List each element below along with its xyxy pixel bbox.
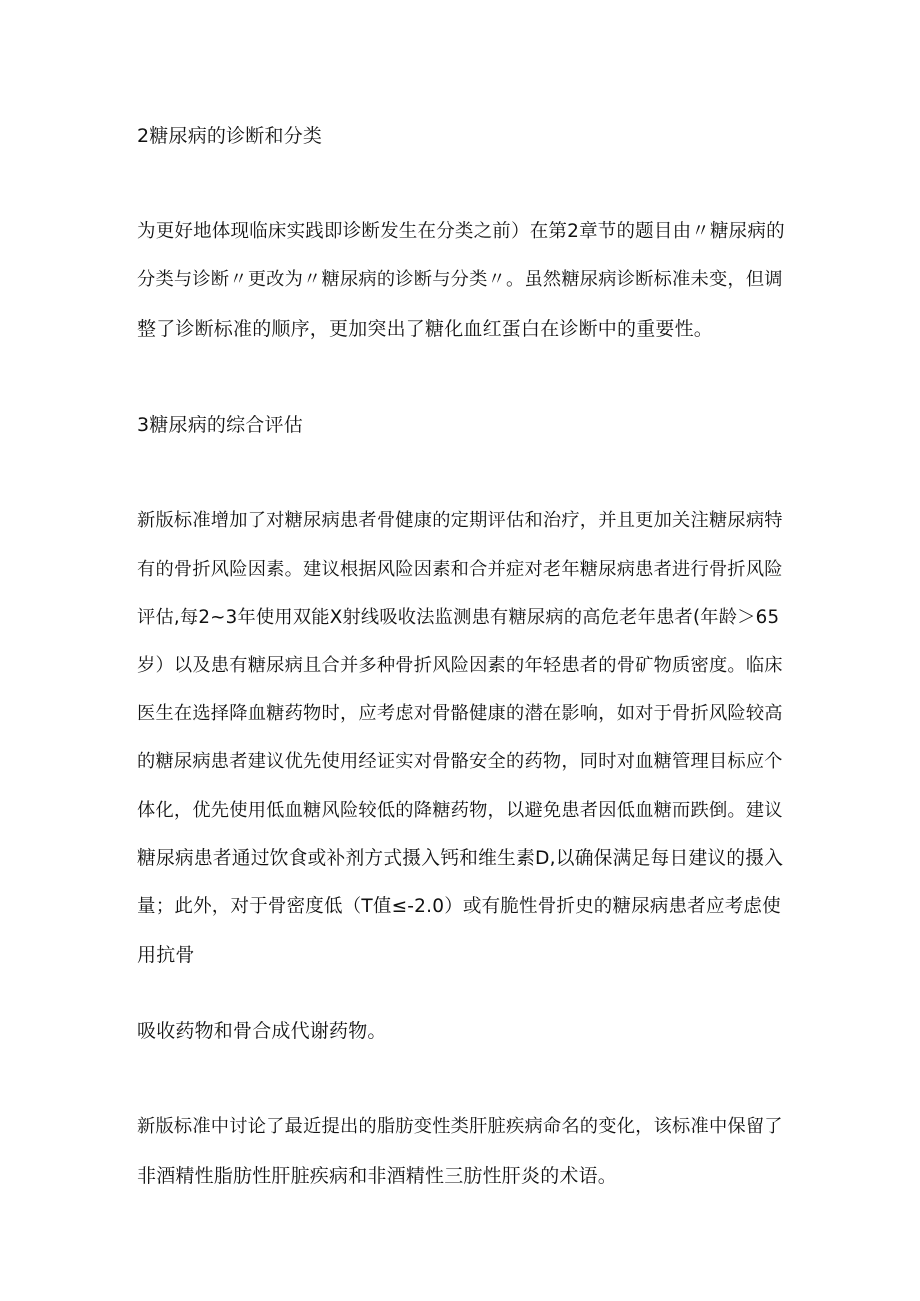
paragraph-line: 的糖尿病患者建议优先使用经证实对骨骼安全的药物，同时对血糖管理目标应个 xyxy=(137,751,783,772)
paragraph-line: 整了诊断标准的顺序，更加突出了糖化血红蛋白在诊断中的重要性。 xyxy=(137,318,714,340)
paragraph-line: 糖尿病患者通过饮食或补剂方式摄入钙和维生素D,以确保满足每日建议的摄入 xyxy=(137,848,784,869)
paragraph-line: 新版标准中讨论了最近提出的脂肪变性类肝脏疾病命名的变化，该标准中保留了 xyxy=(137,1116,783,1137)
paragraph-line: 新版标准增加了对糖尿病患者骨健康的定期评估和治疗，并且更加关注糖尿病特 xyxy=(137,510,783,531)
paragraph-line: 吸收药物和骨合成代谢药物。 xyxy=(137,1020,387,1042)
paragraph-line: 有的骨折风险因素。建议根据风险因素和合并症对老年糖尿病患者进行骨折风险 xyxy=(137,559,783,580)
paragraph-line: 为更好地体现临床实践即诊断发生在分类之前）在第2章节的题目由〃糖尿病的 xyxy=(137,221,785,242)
paragraph-line: 体化，优先使用低血糖风险较低的降糖药物，以避免患者因低血糖而跌倒。建议 xyxy=(137,800,783,821)
section-heading-diagnosis-classification: 2糖尿病的诊断和分类 xyxy=(137,125,323,147)
paragraph-line: 评估,每2~3年使用双能X射线吸收法监测患有糖尿病的高危老年患者(年龄＞65 xyxy=(137,607,780,628)
paragraph-line: 量；此外，对于骨密度低（T值≤-2.0）或有脆性骨折史的糖尿病患者应考虑使 xyxy=(137,896,781,917)
section-heading-comprehensive-assessment: 3糖尿病的综合评估 xyxy=(137,414,303,436)
paragraph-line: 医生在选择降血糖药物时，应考虑对骨骼健康的潜在影响，如对于骨折风险较高 xyxy=(137,703,783,724)
paragraph-line: 非酒精性脂肪性肝脏疾病和非酒精性三肪性肝炎的术语。 xyxy=(137,1165,618,1187)
paragraph-line: 用抗骨 xyxy=(137,944,195,966)
paragraph-line: 分类与诊断〃更改为〃糖尿病的诊断与分类〃。虽然糖尿病诊断标准未变，但调 xyxy=(137,269,783,290)
paragraph-line: 岁）以及患有糖尿病且合并多种骨折风险因素的年轻患者的骨矿物质密度。临床 xyxy=(137,655,783,676)
